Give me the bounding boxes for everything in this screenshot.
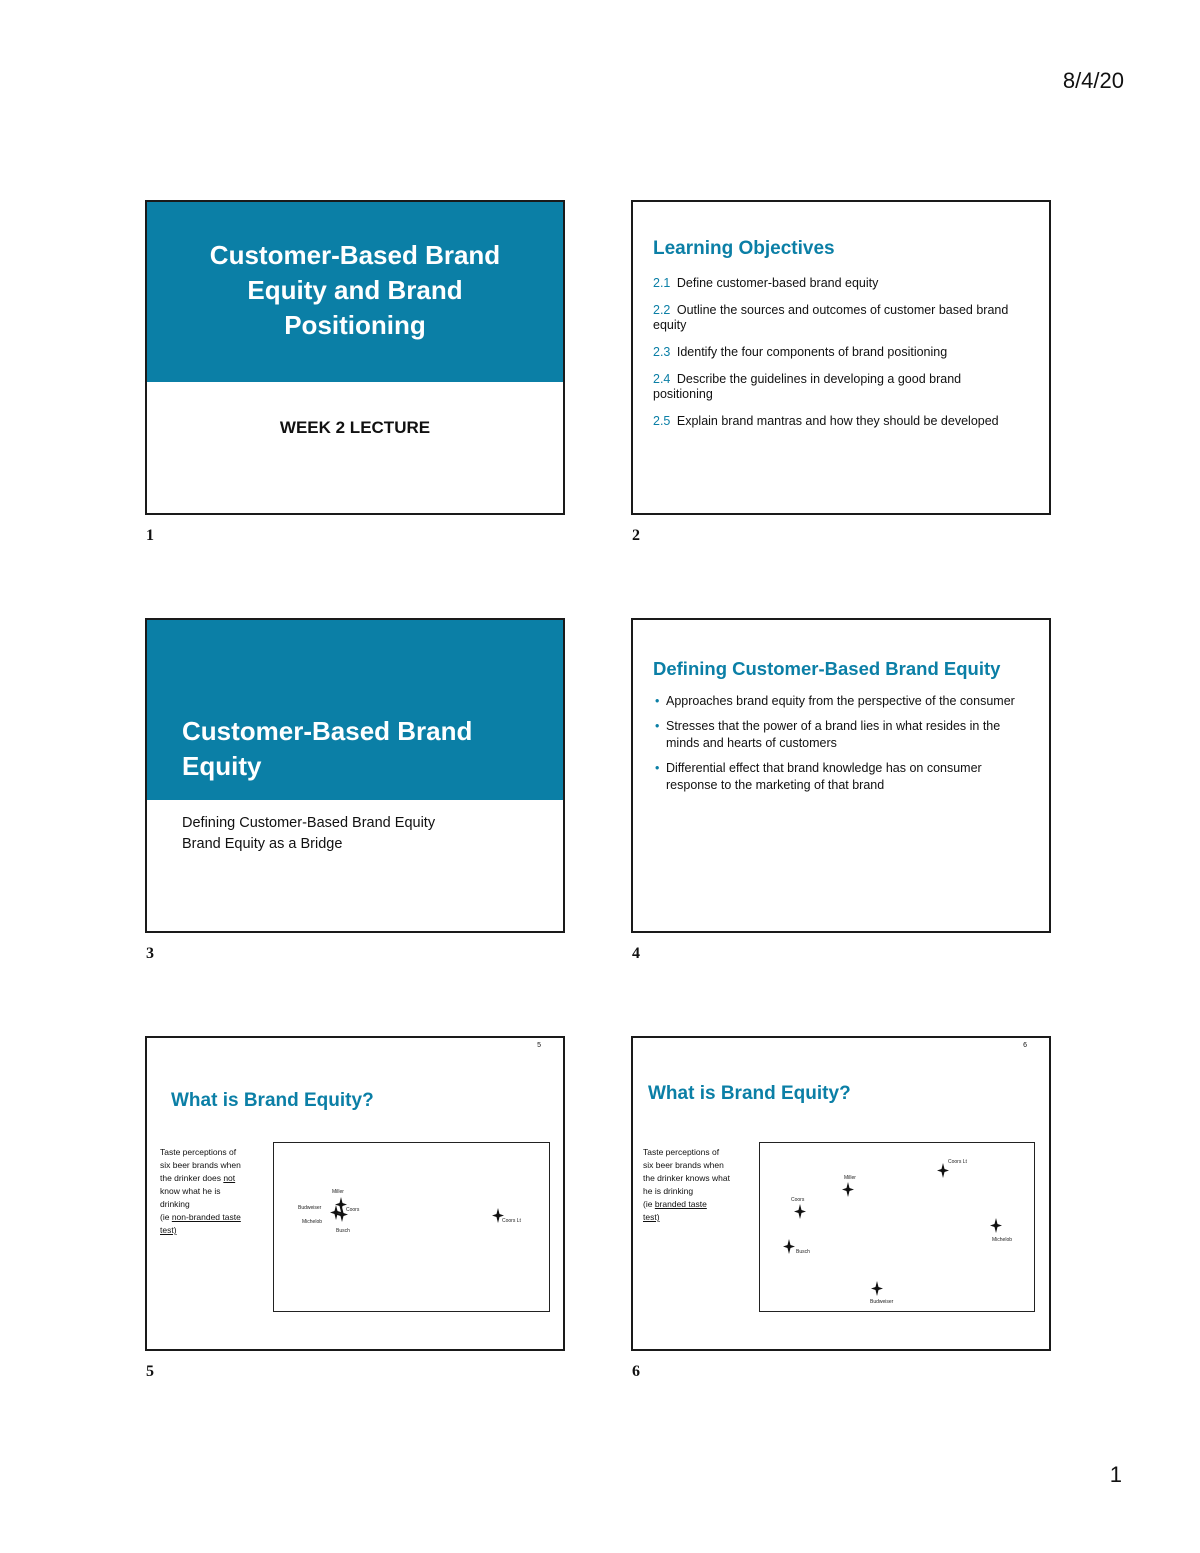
four-point-star-icon <box>937 1163 949 1178</box>
list-item: • Approaches brand equity from the perspective of the consumer <box>655 694 1015 708</box>
objective-item: 2.4 Describe the guidelines in developing a good brand positioning <box>653 372 962 401</box>
four-point-star-icon <box>783 1239 795 1254</box>
slide-subtitle: Defining Customer-Based Brand Equity Brand Equity as a Bridge <box>182 815 436 852</box>
slide-number-1: 1 <box>146 527 154 544</box>
objective-item: 2.1 Define customer-based brand equity <box>653 276 879 290</box>
slide-title: Customer-Based Brand Equity <box>182 716 473 781</box>
plot-svg <box>274 1143 549 1311</box>
slide-number-2: 2 <box>632 527 640 544</box>
slide-corner-number: 6 <box>1023 1042 1027 1049</box>
four-point-star-icon <box>990 1218 1002 1233</box>
bullet-icon: • <box>655 761 660 775</box>
slide-title: Customer-Based Brand Equity and Brand Positioning <box>209 240 501 340</box>
slide-5 <box>145 1036 565 1351</box>
objective-item: 2.2 Outline the sources and outcomes of customer based brand equity <box>653 303 1009 332</box>
slide-number-5: 5 <box>146 1363 154 1380</box>
plot-label: Michelob <box>992 1237 1013 1243</box>
plot-label: Coors Lt <box>502 1218 521 1224</box>
slide-body-text: Taste perceptions of six beer brands when the drinker knows what he is drinking (ie branded taste test) <box>643 1147 730 1222</box>
list-item: • Stresses that the power of a brand lies in what resides in the minds and hearts of customers <box>655 719 1001 750</box>
slide-title: What is Brand Equity? <box>648 1083 851 1104</box>
slide-number-3: 3 <box>146 945 154 962</box>
objective-item: 2.5 Explain brand mantras and how they should be developed <box>653 414 999 428</box>
objective-item: 2.3 Identify the four components of brand positioning <box>653 345 948 359</box>
plot-label: Michelob <box>302 1219 323 1225</box>
plot-svg <box>760 1143 1034 1311</box>
plot-label: Coors <box>346 1207 360 1213</box>
slide-6 <box>631 1036 1051 1351</box>
slide-number-6: 6 <box>632 1363 640 1380</box>
plot-label: Coors Lt <box>948 1159 967 1165</box>
slide-title: What is Brand Equity? <box>171 1090 374 1111</box>
slide-2 <box>631 200 1051 515</box>
four-point-star-icon <box>794 1204 806 1219</box>
taste-perception-plot <box>273 1142 550 1312</box>
slide-body-text: Taste perceptions of six beer brands when the drinker does not know what he is drinking (ie non-branded taste test) <box>160 1147 241 1235</box>
slide-number-4: 4 <box>632 945 640 962</box>
page-number: 1 <box>1109 1462 1122 1487</box>
plot-label: Miller <box>332 1189 344 1195</box>
four-point-star-icon <box>842 1182 854 1197</box>
four-point-star-icon <box>871 1281 883 1296</box>
plot-label: Busch <box>336 1228 350 1234</box>
slide-title: Learning Objectives <box>653 238 835 259</box>
bullet-icon: • <box>655 694 660 708</box>
taste-perception-plot <box>759 1142 1035 1312</box>
bullet-list <box>653 693 1028 802</box>
plot-label: Coors <box>791 1197 805 1203</box>
slide-1 <box>145 200 565 515</box>
plot-label: Budweiser <box>298 1205 322 1211</box>
slide-4 <box>631 618 1051 933</box>
plot-label: Budweiser <box>870 1299 894 1305</box>
plot-label: Busch <box>796 1249 810 1255</box>
list-item: • Differential effect that brand knowledge has on consumer response to the marketing of that brand <box>655 761 982 792</box>
bullet-icon: • <box>655 719 660 733</box>
objectives-list <box>653 276 1023 441</box>
page-date: 8/4/20 <box>1062 68 1124 93</box>
slide-title: Defining Customer-Based Brand Equity <box>653 658 1001 679</box>
plot-label: Miller <box>844 1175 856 1181</box>
slide-3 <box>145 618 565 933</box>
slide-corner-number: 5 <box>537 1042 541 1049</box>
slide-subtitle: WEEK 2 LECTURE <box>279 418 431 437</box>
